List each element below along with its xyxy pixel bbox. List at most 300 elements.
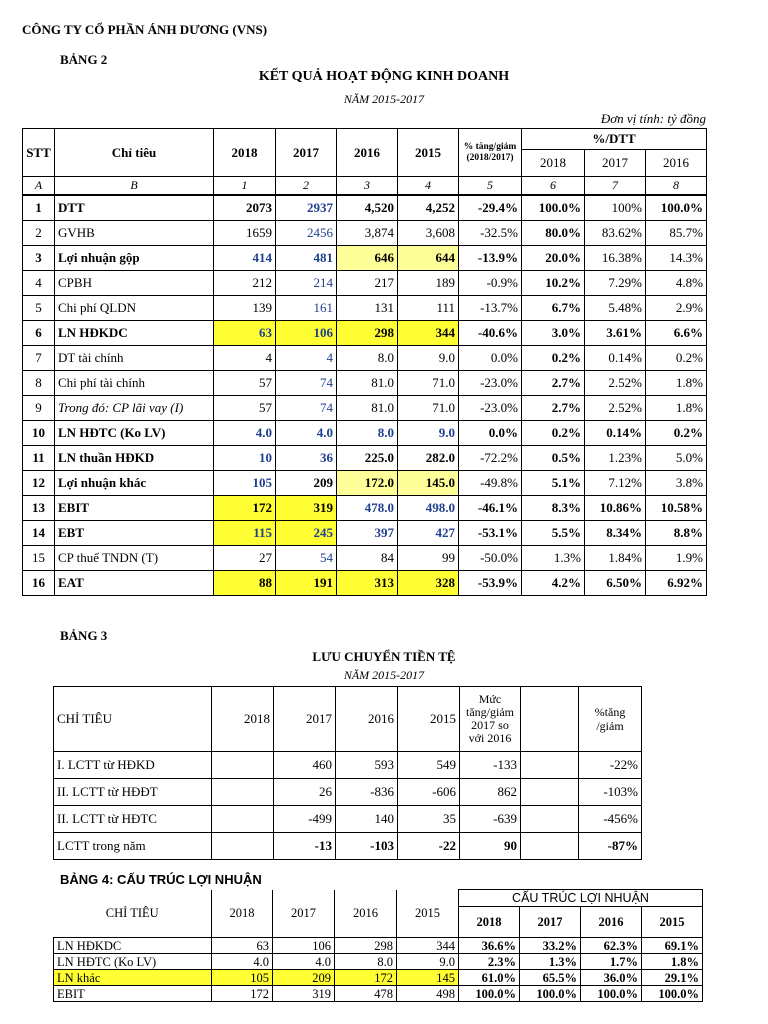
row-value: 140 bbox=[336, 806, 398, 833]
row-value: 65.5% bbox=[520, 970, 581, 986]
row-value: 63 bbox=[214, 321, 276, 346]
row-value: 88 bbox=[214, 571, 276, 596]
row-value: 0.14% bbox=[585, 421, 646, 446]
table-row bbox=[23, 471, 707, 496]
row-value: 4,520 bbox=[337, 195, 398, 221]
index-cell: 6 bbox=[522, 177, 585, 196]
row-value: -639 bbox=[460, 806, 521, 833]
row-value: 212 bbox=[214, 271, 276, 296]
table-row bbox=[23, 546, 707, 571]
row-value: 644 bbox=[398, 246, 459, 271]
header-2017: 2017 bbox=[273, 890, 335, 938]
row-value: 100.0% bbox=[459, 986, 520, 1002]
header-dtt-2018: 2018 bbox=[522, 150, 585, 177]
row-value: 4.0 bbox=[212, 954, 273, 970]
index-cell: 4 bbox=[398, 177, 459, 196]
row-value: 319 bbox=[276, 496, 337, 521]
row-value: -13.7% bbox=[459, 296, 522, 321]
row-value: 1659 bbox=[214, 221, 276, 246]
row-value: 2937 bbox=[276, 195, 337, 221]
row-number: 4 bbox=[23, 271, 55, 296]
row-number: 14 bbox=[23, 521, 55, 546]
row-label: GVHB bbox=[55, 221, 214, 246]
row-value: 328 bbox=[398, 571, 459, 596]
table2-unit: Đơn vị tính: tỷ đồng bbox=[600, 111, 706, 126]
row-value: 0.2% bbox=[646, 421, 707, 446]
row-label: II. LCTT từ HĐTC bbox=[54, 806, 212, 833]
row-number: 11 bbox=[23, 446, 55, 471]
table-row bbox=[23, 296, 707, 321]
row-value: 319 bbox=[273, 986, 335, 1002]
table-row bbox=[23, 321, 707, 346]
row-number: 16 bbox=[23, 571, 55, 596]
row-value: 0.0% bbox=[459, 346, 522, 371]
row-value: 1.8% bbox=[646, 396, 707, 421]
row-number: 13 bbox=[23, 496, 55, 521]
row-label: Lợi nhuận gộp bbox=[55, 246, 214, 271]
header-2017: 2017 bbox=[274, 687, 336, 752]
row-value: 33.2% bbox=[520, 938, 581, 954]
row-value: 3.61% bbox=[585, 321, 646, 346]
row-value: 62.3% bbox=[581, 938, 642, 954]
row-value: -23.0% bbox=[459, 396, 522, 421]
row-label: EAT bbox=[55, 571, 214, 596]
row-value: 106 bbox=[273, 938, 335, 954]
row-value: -13.9% bbox=[459, 246, 522, 271]
row-value: 9.0 bbox=[398, 346, 459, 371]
row-value: 2.52% bbox=[585, 371, 646, 396]
row-value: 5.5% bbox=[522, 521, 585, 546]
row-value: 8.8% bbox=[646, 521, 707, 546]
row-value: 84 bbox=[337, 546, 398, 571]
row-value: 191 bbox=[276, 571, 337, 596]
row-value: 172 bbox=[212, 986, 273, 1002]
row-value: 414 bbox=[214, 246, 276, 271]
row-value: 61.0% bbox=[459, 970, 520, 986]
table-row bbox=[54, 752, 642, 779]
row-value: 8.0 bbox=[337, 421, 398, 446]
row-label: I. LCTT từ HĐKD bbox=[54, 752, 212, 779]
row-number: 3 bbox=[23, 246, 55, 271]
row-value: 189 bbox=[398, 271, 459, 296]
index-cell: 5 bbox=[459, 177, 522, 196]
table-row bbox=[54, 986, 703, 1002]
header-2015: 2015 bbox=[398, 687, 460, 752]
row-label: LN HĐTC (Ko LV) bbox=[55, 421, 214, 446]
row-value: 100.0% bbox=[520, 986, 581, 1002]
row-value: 0.5% bbox=[522, 446, 585, 471]
header-change: Mức tăng/giảm 2017 so với 2016 bbox=[460, 687, 521, 752]
row-value: 145.0 bbox=[398, 471, 459, 496]
income-statement-table bbox=[22, 128, 707, 596]
row-value: 85.7% bbox=[646, 221, 707, 246]
profit-structure-table bbox=[53, 889, 703, 1002]
row-value: -499 bbox=[274, 806, 336, 833]
table-row bbox=[54, 833, 642, 860]
table-row bbox=[23, 271, 707, 296]
row-value: 20.0% bbox=[522, 246, 585, 271]
row-value: 4 bbox=[276, 346, 337, 371]
table-row bbox=[54, 779, 642, 806]
row-number: 15 bbox=[23, 546, 55, 571]
row-value: 14.3% bbox=[646, 246, 707, 271]
row-value: 161 bbox=[276, 296, 337, 321]
row-value: 111 bbox=[398, 296, 459, 321]
table-row bbox=[23, 446, 707, 471]
index-cell: 1 bbox=[214, 177, 276, 196]
table-row bbox=[54, 970, 703, 986]
header-2015: 2015 bbox=[398, 129, 459, 177]
header-s2017: 2017 bbox=[520, 907, 581, 938]
row-value: -456% bbox=[579, 806, 642, 833]
table-row bbox=[54, 954, 703, 970]
row-label: LN khác bbox=[54, 970, 212, 986]
row-value: -22% bbox=[579, 752, 642, 779]
row-value: 131 bbox=[337, 296, 398, 321]
row-value: 0.0% bbox=[459, 421, 522, 446]
header-dtt-2017: 2017 bbox=[585, 150, 646, 177]
row-label: DTT bbox=[55, 195, 214, 221]
table2-label: BẢNG 2 bbox=[60, 52, 108, 67]
header-2018: 2018 bbox=[212, 687, 274, 752]
row-value: 29.1% bbox=[642, 970, 703, 986]
header-pct-dtt: %/DTT bbox=[522, 129, 707, 150]
row-value bbox=[212, 806, 274, 833]
cash-flow-table bbox=[53, 686, 642, 860]
row-value: 5.48% bbox=[585, 296, 646, 321]
header-item: Chỉ tiêu bbox=[55, 129, 214, 177]
row-value: 100.0% bbox=[642, 986, 703, 1002]
row-value bbox=[212, 833, 274, 860]
row-value: 1.8% bbox=[642, 954, 703, 970]
table-row bbox=[54, 938, 703, 954]
row-value: 209 bbox=[276, 471, 337, 496]
row-label: LN HĐTC (Ko LV) bbox=[54, 954, 212, 970]
table-row bbox=[23, 346, 707, 371]
row-label: LN thuần HĐKD bbox=[55, 446, 214, 471]
row-value bbox=[212, 752, 274, 779]
row-label: CPBH bbox=[55, 271, 214, 296]
row-value: 2.3% bbox=[459, 954, 520, 970]
row-value: 1.8% bbox=[646, 371, 707, 396]
row-value: 9.0 bbox=[398, 421, 459, 446]
row-value: 2.9% bbox=[646, 296, 707, 321]
row-value: 245 bbox=[276, 521, 337, 546]
table-row bbox=[23, 521, 707, 546]
row-value: 105 bbox=[214, 471, 276, 496]
row-value: 2.7% bbox=[522, 396, 585, 421]
row-value: 0.2% bbox=[522, 346, 585, 371]
row-value: -29.4% bbox=[459, 195, 522, 221]
row-value: 593 bbox=[336, 752, 398, 779]
row-value: 100.0% bbox=[522, 195, 585, 221]
table-row bbox=[23, 195, 707, 221]
header-item: CHỈ TIÊU bbox=[54, 687, 212, 752]
row-number: 9 bbox=[23, 396, 55, 421]
row-value: 2.52% bbox=[585, 396, 646, 421]
header-blank bbox=[521, 687, 579, 752]
header-stt: STT bbox=[23, 129, 55, 177]
row-value: 8.34% bbox=[585, 521, 646, 546]
row-value: 35 bbox=[398, 806, 460, 833]
table-row bbox=[23, 571, 707, 596]
header-2016: 2016 bbox=[335, 890, 397, 938]
row-label: LN HĐKDC bbox=[55, 321, 214, 346]
row-value: 209 bbox=[273, 970, 335, 986]
row-value bbox=[521, 806, 579, 833]
row-label: Lợi nhuận khác bbox=[55, 471, 214, 496]
row-value: -53.1% bbox=[459, 521, 522, 546]
row-value: 16.38% bbox=[585, 246, 646, 271]
row-label: Chi phí tài chính bbox=[55, 371, 214, 396]
row-value: 217 bbox=[337, 271, 398, 296]
row-value: 36.0% bbox=[581, 970, 642, 986]
row-value: 81.0 bbox=[337, 371, 398, 396]
row-value: 4 bbox=[214, 346, 276, 371]
row-label: DT tài chính bbox=[55, 346, 214, 371]
header-item: CHỈ TIÊU bbox=[54, 890, 212, 938]
row-value: 4.2% bbox=[522, 571, 585, 596]
table2-subtitle: NĂM 2015-2017 bbox=[343, 92, 425, 106]
table-row bbox=[23, 421, 707, 446]
row-value: 6.7% bbox=[522, 296, 585, 321]
header-2018: 2018 bbox=[214, 129, 276, 177]
row-value: 427 bbox=[398, 521, 459, 546]
index-cell: 2 bbox=[276, 177, 337, 196]
row-value: 1.3% bbox=[522, 546, 585, 571]
row-label: II. LCTT từ HĐĐT bbox=[54, 779, 212, 806]
row-value bbox=[521, 779, 579, 806]
row-value: 139 bbox=[214, 296, 276, 321]
row-value: 549 bbox=[398, 752, 460, 779]
row-label: LN HĐKDC bbox=[54, 938, 212, 954]
row-label: Chi phí QLDN bbox=[55, 296, 214, 321]
row-value: 2456 bbox=[276, 221, 337, 246]
row-value: 80.0% bbox=[522, 221, 585, 246]
row-value: 71.0 bbox=[398, 396, 459, 421]
row-value: 100.0% bbox=[646, 195, 707, 221]
row-value: 225.0 bbox=[337, 446, 398, 471]
row-value: -50.0% bbox=[459, 546, 522, 571]
row-value: 106 bbox=[276, 321, 337, 346]
row-value: -133 bbox=[460, 752, 521, 779]
row-value: 298 bbox=[335, 938, 397, 954]
header-2018: 2018 bbox=[212, 890, 273, 938]
row-value: -72.2% bbox=[459, 446, 522, 471]
table-row bbox=[23, 371, 707, 396]
row-value: -40.6% bbox=[459, 321, 522, 346]
row-value: 397 bbox=[337, 521, 398, 546]
row-value: 172 bbox=[335, 970, 397, 986]
row-value: 3,874 bbox=[337, 221, 398, 246]
row-value: -22 bbox=[398, 833, 460, 860]
row-value: 115 bbox=[214, 521, 276, 546]
row-value: 7.29% bbox=[585, 271, 646, 296]
row-number: 2 bbox=[23, 221, 55, 246]
index-cell: 7 bbox=[585, 177, 646, 196]
row-value: 36 bbox=[276, 446, 337, 471]
row-value: 4,252 bbox=[398, 195, 459, 221]
row-value: 54 bbox=[276, 546, 337, 571]
row-label: EBIT bbox=[55, 496, 214, 521]
row-value: 4.8% bbox=[646, 271, 707, 296]
row-value: 6.6% bbox=[646, 321, 707, 346]
row-value: 26 bbox=[274, 779, 336, 806]
row-value: -49.8% bbox=[459, 471, 522, 496]
row-value: -836 bbox=[336, 779, 398, 806]
row-value: 90 bbox=[460, 833, 521, 860]
index-cell: A bbox=[23, 177, 55, 196]
row-value: 99 bbox=[398, 546, 459, 571]
row-value: 105 bbox=[212, 970, 273, 986]
table3-title: LƯU CHUYỂN TIỀN TỆ bbox=[312, 649, 456, 664]
row-number: 7 bbox=[23, 346, 55, 371]
row-value: -46.1% bbox=[459, 496, 522, 521]
row-value: 5.0% bbox=[646, 446, 707, 471]
row-value: 3.8% bbox=[646, 471, 707, 496]
header-s2018: 2018 bbox=[459, 907, 520, 938]
row-value: 1.9% bbox=[646, 546, 707, 571]
row-value: 10.86% bbox=[585, 496, 646, 521]
row-value: -32.5% bbox=[459, 221, 522, 246]
row-value bbox=[521, 833, 579, 860]
row-value: 9.0 bbox=[397, 954, 459, 970]
row-value: 478.0 bbox=[337, 496, 398, 521]
table-row bbox=[23, 396, 707, 421]
header-2016: 2016 bbox=[336, 687, 398, 752]
row-label: EBIT bbox=[54, 986, 212, 1002]
index-cell: B bbox=[55, 177, 214, 196]
row-value: 8.3% bbox=[522, 496, 585, 521]
table4-label: BẢNG 4: CẤU TRÚC LỢI NHUẬN bbox=[60, 872, 262, 887]
row-value: 100% bbox=[585, 195, 646, 221]
row-value: 8.0 bbox=[337, 346, 398, 371]
row-value: 3,608 bbox=[398, 221, 459, 246]
header-s2016: 2016 bbox=[581, 907, 642, 938]
row-value: 5.1% bbox=[522, 471, 585, 496]
row-value: 10 bbox=[214, 446, 276, 471]
table-row bbox=[54, 806, 642, 833]
row-value: 0.2% bbox=[522, 421, 585, 446]
table-row bbox=[23, 246, 707, 271]
index-cell: 3 bbox=[337, 177, 398, 196]
row-value: 172 bbox=[214, 496, 276, 521]
row-value: 2.7% bbox=[522, 371, 585, 396]
row-value: 4.0 bbox=[276, 421, 337, 446]
row-number: 10 bbox=[23, 421, 55, 446]
row-value: 100.0% bbox=[581, 986, 642, 1002]
row-value: -23.0% bbox=[459, 371, 522, 396]
row-value: 3.0% bbox=[522, 321, 585, 346]
company-name: CÔNG TY CỔ PHẦN ÁNH DƯƠNG (VNS) bbox=[22, 22, 268, 37]
header-structure-group: CẤU TRÚC LỢI NHUẬN bbox=[459, 890, 703, 907]
row-number: 1 bbox=[23, 195, 55, 221]
row-value: 4.0 bbox=[214, 421, 276, 446]
table2-title: KẾT QUẢ HOẠT ĐỘNG KINH DOANH bbox=[258, 69, 510, 84]
row-value: -87% bbox=[579, 833, 642, 860]
row-value: 69.1% bbox=[642, 938, 703, 954]
row-value: 63 bbox=[212, 938, 273, 954]
table-row bbox=[23, 496, 707, 521]
row-value: 57 bbox=[214, 396, 276, 421]
row-number: 8 bbox=[23, 371, 55, 396]
row-value: 74 bbox=[276, 371, 337, 396]
row-value: 214 bbox=[276, 271, 337, 296]
row-value: 71.0 bbox=[398, 371, 459, 396]
row-label: CP thuế TNDN (T) bbox=[55, 546, 214, 571]
row-value: 498.0 bbox=[398, 496, 459, 521]
header-2016: 2016 bbox=[337, 129, 398, 177]
row-value: 298 bbox=[337, 321, 398, 346]
row-value: 10.2% bbox=[522, 271, 585, 296]
row-value: 4.0 bbox=[273, 954, 335, 970]
row-value: 0.14% bbox=[585, 346, 646, 371]
row-value: 478 bbox=[335, 986, 397, 1002]
row-value: 81.0 bbox=[337, 396, 398, 421]
table3-label: BẢNG 3 bbox=[60, 628, 108, 643]
row-value: 498 bbox=[397, 986, 459, 1002]
index-cell: 8 bbox=[646, 177, 707, 196]
header-2015: 2015 bbox=[397, 890, 459, 938]
row-value: 145 bbox=[397, 970, 459, 986]
row-value: -606 bbox=[398, 779, 460, 806]
row-value: 10.58% bbox=[646, 496, 707, 521]
row-value: 344 bbox=[397, 938, 459, 954]
table3-subtitle: NĂM 2015-2017 bbox=[343, 668, 425, 682]
row-value: 344 bbox=[398, 321, 459, 346]
row-label: EBT bbox=[55, 521, 214, 546]
row-value: -103% bbox=[579, 779, 642, 806]
row-value: 172.0 bbox=[337, 471, 398, 496]
row-value: 2073 bbox=[214, 195, 276, 221]
row-value: 481 bbox=[276, 246, 337, 271]
row-value: 27 bbox=[214, 546, 276, 571]
row-value: 1.23% bbox=[585, 446, 646, 471]
row-label: Trong đó: CP lãi vay (I) bbox=[55, 396, 214, 421]
index-row bbox=[23, 177, 707, 196]
row-number: 6 bbox=[23, 321, 55, 346]
row-value: 74 bbox=[276, 396, 337, 421]
row-value: 1.7% bbox=[581, 954, 642, 970]
row-value: 6.50% bbox=[585, 571, 646, 596]
row-value: 8.0 bbox=[335, 954, 397, 970]
row-value: 313 bbox=[337, 571, 398, 596]
row-value bbox=[212, 779, 274, 806]
row-value: -0.9% bbox=[459, 271, 522, 296]
row-value: 0.2% bbox=[646, 346, 707, 371]
row-value: 57 bbox=[214, 371, 276, 396]
row-value: 646 bbox=[337, 246, 398, 271]
row-value: 6.92% bbox=[646, 571, 707, 596]
row-value: -53.9% bbox=[459, 571, 522, 596]
header-pct: %tăng /giảm bbox=[579, 687, 642, 752]
row-value: 7.12% bbox=[585, 471, 646, 496]
row-number: 12 bbox=[23, 471, 55, 496]
row-value: 1.84% bbox=[585, 546, 646, 571]
row-value: 460 bbox=[274, 752, 336, 779]
header-dtt-2016: 2016 bbox=[646, 150, 707, 177]
row-value: 862 bbox=[460, 779, 521, 806]
row-value: 282.0 bbox=[398, 446, 459, 471]
row-value: 83.62% bbox=[585, 221, 646, 246]
row-number: 5 bbox=[23, 296, 55, 321]
row-value: 1.3% bbox=[520, 954, 581, 970]
row-value bbox=[521, 752, 579, 779]
row-value: -13 bbox=[274, 833, 336, 860]
header-pct-change: % tăng/giảm (2018/2017) bbox=[459, 129, 522, 177]
row-label: LCTT trong năm bbox=[54, 833, 212, 860]
header-s2015: 2015 bbox=[642, 907, 703, 938]
